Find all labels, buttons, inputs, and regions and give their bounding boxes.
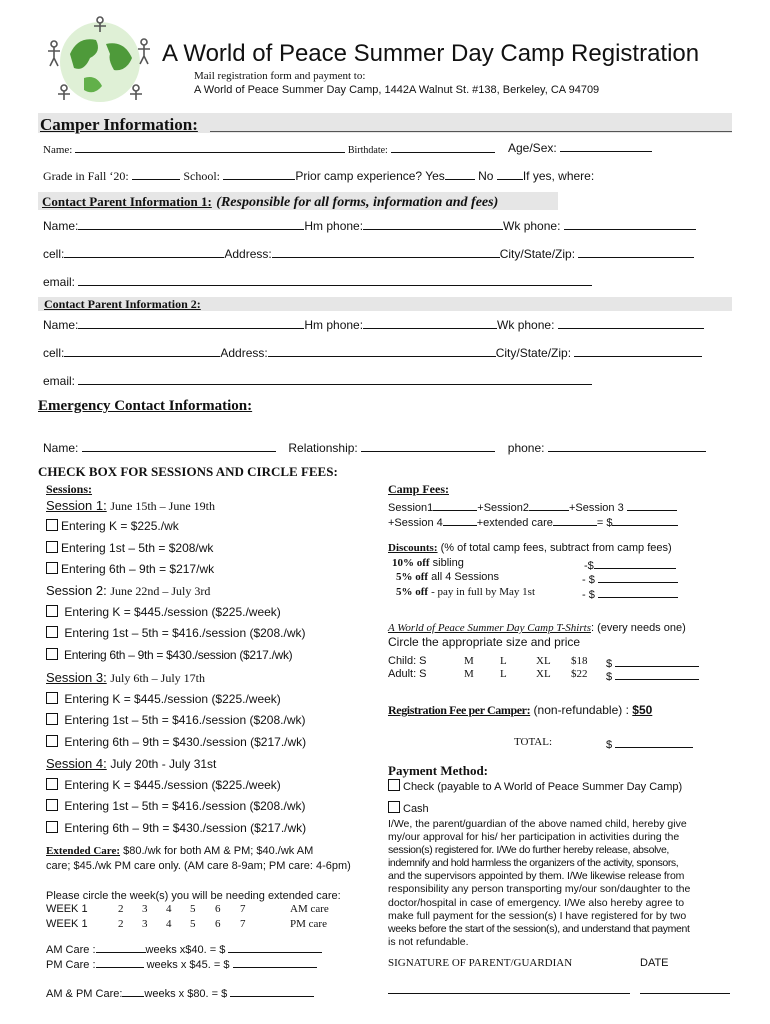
fees-session3-label: +Session 3 xyxy=(568,502,624,514)
tshirts-title: A World of Peace Summer Day Camp T-Shirts xyxy=(388,622,591,634)
pm-weeks-field[interactable] xyxy=(96,956,144,968)
tshirt-adult-xl[interactable]: XL xyxy=(536,668,551,680)
session4-a-label: Entering 1st – 5th = $416./session ($208./wk) xyxy=(64,799,306,813)
tshirts-circle: Circle the appropriate size and price xyxy=(388,635,581,649)
session1-label: Session 1: xyxy=(46,498,107,513)
tshirt-child-dollar: $ xyxy=(606,658,613,670)
session2-label: Session 2: xyxy=(46,583,107,598)
parent1-wk-label: Wk phone: xyxy=(503,219,561,233)
registration-fee-row xyxy=(388,703,652,718)
registration-fee-amount: $50 xyxy=(632,703,653,717)
parent1-email-label: email: xyxy=(43,275,76,289)
camp-fees-heading: Camp Fees: xyxy=(388,482,449,496)
ampm-care-row xyxy=(46,985,314,1000)
discount-payfull-amount xyxy=(582,586,678,601)
week-label-am: WEEK 1 xyxy=(46,903,88,915)
week-num-5p[interactable]: 5 xyxy=(190,918,196,930)
discount-payfull xyxy=(396,586,535,598)
parent1-email-field[interactable] xyxy=(78,274,592,286)
parent2-heading: Contact Parent Information 2: xyxy=(44,297,201,311)
session1-title xyxy=(46,498,215,514)
parent2-name-label: Name: xyxy=(43,318,79,332)
total-field[interactable] xyxy=(615,736,693,748)
discount-sibling-amount xyxy=(584,557,676,572)
emergency-heading: Emergency Contact Information: xyxy=(38,398,253,414)
date-field[interactable] xyxy=(640,993,730,994)
session1-k xyxy=(46,519,179,533)
emergency-name-field[interactable] xyxy=(82,440,276,452)
week-num-2a[interactable]: 2 xyxy=(118,903,124,915)
session4-label: Session 4: xyxy=(46,756,107,771)
week-num-4p[interactable]: 4 xyxy=(166,918,172,930)
ampm-weeks-field[interactable] xyxy=(122,985,144,997)
session4-a xyxy=(46,799,306,813)
waiver-line: my/our approval for his/ her participation in activities during the xyxy=(388,831,680,844)
session2-k-checkbox[interactable] xyxy=(46,605,58,617)
session1-k-checkbox[interactable] xyxy=(46,519,58,531)
waiver-line: and the supervisors appointed by them. I/We likewise release from xyxy=(388,870,685,883)
parent2-address-field[interactable] xyxy=(268,345,496,357)
mail-address: A World of Peace Summer Day Camp, 1442A Walnut St. #138, Berkeley, CA 94709 xyxy=(194,84,600,96)
week-num-5a[interactable]: 5 xyxy=(190,903,196,915)
week-num-6a[interactable]: 6 xyxy=(215,903,221,915)
session3-b-label: Entering 6th – 9th = $430./session ($217./wk) xyxy=(64,735,307,749)
fees-session1-field[interactable] xyxy=(433,499,477,511)
emergency-relationship-label: Relationship: xyxy=(288,441,358,455)
camper-name-label: Name: xyxy=(43,144,73,156)
grade-field[interactable] xyxy=(132,168,180,180)
tshirt-child-price[interactable]: $18 xyxy=(571,655,588,667)
payment-check-checkbox[interactable] xyxy=(388,779,400,791)
tshirt-adult-price[interactable]: $22 xyxy=(571,668,588,680)
session4-title xyxy=(46,756,216,771)
prior-no-field[interactable] xyxy=(497,168,523,180)
check-heading: CHECK BOX FOR SESSIONS AND CIRCLE FEES: xyxy=(38,464,338,479)
age-sex-row xyxy=(508,140,652,155)
session1-b-checkbox[interactable] xyxy=(46,562,58,574)
pm-care-rate: weeks x $45. = $ xyxy=(146,959,230,971)
discounts-label: Discounts: xyxy=(388,542,438,554)
signature-label: SIGNATURE OF PARENT/GUARDIAN xyxy=(388,957,573,969)
week-num-6p[interactable]: 6 xyxy=(215,918,221,930)
total-label: TOTAL: xyxy=(514,736,553,748)
week-row-am xyxy=(46,903,88,915)
parent1-cell-label: cell: xyxy=(43,247,65,261)
session4-b xyxy=(46,821,306,835)
pm-total-field[interactable] xyxy=(233,956,317,968)
pm-care-line-label: PM Care : xyxy=(46,959,96,971)
parent2-wk-label: Wk phone: xyxy=(497,318,555,332)
session1-a-checkbox[interactable] xyxy=(46,541,58,553)
payment-check-label: Check (payable to A World of Peace Summer Day Camp) xyxy=(403,781,683,793)
total-row xyxy=(606,736,693,751)
parent2-hm-label: Hm phone: xyxy=(304,318,364,332)
tshirt-adult-l[interactable]: L xyxy=(500,668,507,680)
session4-k-checkbox[interactable] xyxy=(46,778,58,790)
discount-all4-amount xyxy=(582,571,678,586)
emergency-phone-label: phone: xyxy=(507,441,545,455)
prior-no-label: No xyxy=(478,169,494,183)
camp-logo xyxy=(40,14,160,106)
extended-label: Extended Care: xyxy=(46,845,121,857)
discount-sibling-pct: 10% off xyxy=(392,557,430,569)
payment-heading: Payment Method: xyxy=(388,763,489,778)
camper-name-field[interactable] xyxy=(75,141,345,153)
week-num-7a[interactable]: 7 xyxy=(240,903,246,915)
parent1-cell-field[interactable] xyxy=(64,246,224,258)
ampm-care-rate: weeks x $80. = $ xyxy=(144,988,228,1000)
fees-line2 xyxy=(388,514,678,529)
parent1-row1 xyxy=(43,218,696,233)
session4-dates: July 20th - July 31st xyxy=(110,757,217,771)
waiver-line: make full payment for the session(s) I have registered for by two xyxy=(388,909,687,922)
camper-name-row xyxy=(43,141,495,156)
session3-dates: July 6th – July 17th xyxy=(110,671,206,685)
week-num-2p[interactable]: 2 xyxy=(118,918,124,930)
extended-circle: Please circle the week(s) you will be needing extended care: xyxy=(46,890,341,902)
tshirts-row xyxy=(388,622,686,634)
parent2-row3 xyxy=(43,373,592,388)
payment-cash-checkbox[interactable] xyxy=(388,801,400,813)
tshirt-child-label: Child: S xyxy=(388,655,427,667)
session3-label: Session 3: xyxy=(46,670,107,685)
tshirt-child-m[interactable]: M xyxy=(464,655,474,667)
prior-camp-label: Prior camp experience? Yes xyxy=(295,169,445,183)
waiver-text xyxy=(388,818,690,949)
discount-all4 xyxy=(396,571,499,583)
tshirts-note: : (every needs one) xyxy=(590,622,686,634)
camper-heading-rule xyxy=(210,131,732,132)
am-total-field[interactable] xyxy=(228,941,322,953)
registration-fee-label: Registration Fee per Camper: xyxy=(388,703,531,717)
parent1-heading-note: (Responsible for all forms, information and fees) xyxy=(216,195,499,210)
tshirt-child-field[interactable] xyxy=(615,655,699,667)
discount-payfull-pct: 5% off xyxy=(396,586,429,598)
parent1-city-label: City/State/Zip: xyxy=(499,247,576,261)
waiver-line: indemnify and hold harmless the organizers of the activity, sponsors, xyxy=(388,857,679,870)
ampm-care-line-label: AM & PM Care: xyxy=(46,988,123,1000)
fees-extended-field[interactable] xyxy=(553,514,597,526)
school-label: School: xyxy=(183,169,221,183)
session2-title xyxy=(46,583,210,599)
sessions-label: Sessions: xyxy=(46,482,93,496)
parent2-name-field[interactable] xyxy=(78,317,304,329)
discount-sibling-dollar: -$ xyxy=(584,560,594,572)
discount-payfull-dollar: - $ xyxy=(582,589,595,601)
waiver-line: doctor/hospital in case of emergency. I/We also hereby agree to xyxy=(388,896,685,909)
grade-label: Grade in Fall ‘20: xyxy=(43,169,129,183)
parent2-row2 xyxy=(43,345,702,360)
if-yes-label: If yes, where: xyxy=(522,169,595,183)
week-label-pm: WEEK 1 xyxy=(46,918,88,930)
session3-a-label: Entering 1st – 5th = $416./session ($208./wk) xyxy=(64,713,306,727)
emergency-name-label: Name: xyxy=(43,441,79,455)
payment-cash-option xyxy=(388,801,429,815)
session2-b-label: Entering 6th – 9th = $430./session ($217./wk) xyxy=(64,648,293,662)
tshirt-child-l[interactable]: L xyxy=(500,655,507,667)
page-title: A World of Peace Summer Day Camp Registration xyxy=(162,40,700,67)
session3-b-checkbox[interactable] xyxy=(46,735,58,747)
session2-k-label: Entering K = $445./session ($225./week) xyxy=(64,605,281,619)
pm-care-row xyxy=(46,956,317,971)
session3-a-checkbox[interactable] xyxy=(46,713,58,725)
tshirt-child-xl[interactable]: XL xyxy=(536,655,551,667)
camper-birthdate-label: Birthdate: xyxy=(347,145,388,156)
session1-b xyxy=(46,562,214,576)
tshirt-adult-m[interactable]: M xyxy=(464,668,474,680)
session4-k-label: Entering K = $445./session ($225./week) xyxy=(64,778,281,792)
session3-k xyxy=(46,692,281,706)
parent1-wk-field[interactable] xyxy=(564,218,696,230)
week-num-7p[interactable]: 7 xyxy=(240,918,246,930)
parent1-name-label: Name: xyxy=(43,219,79,233)
session1-b-label: Entering 6th – 9th = $217/wk xyxy=(61,562,215,576)
session4-b-checkbox[interactable] xyxy=(46,821,58,833)
tshirt-adult-field[interactable] xyxy=(615,668,699,680)
emergency-phone-field[interactable] xyxy=(548,440,706,452)
date-label: DATE xyxy=(640,957,669,969)
parent1-name-field[interactable] xyxy=(78,218,304,230)
tshirt-adult-dollar: $ xyxy=(606,671,613,683)
fees-session2-label: +Session2 xyxy=(477,502,529,514)
parent2-wk-field[interactable] xyxy=(558,317,704,329)
session3-title xyxy=(46,670,205,686)
parent1-row2 xyxy=(43,246,694,261)
parent1-city-field[interactable] xyxy=(578,246,694,258)
waiver-line: I/We, the parent/guardian of the above named child, hereby give xyxy=(388,818,687,830)
am-care-rate: weeks x$40. = $ xyxy=(145,944,226,956)
session1-dates: June 15th – June 19th xyxy=(110,499,215,513)
ampm-total-field[interactable] xyxy=(230,985,314,997)
fees-sum-field[interactable] xyxy=(612,514,678,526)
session4-b-label: Entering 6th – 9th = $430./session ($217./wk) xyxy=(64,821,307,835)
fees-line1 xyxy=(388,499,677,514)
session4-a-checkbox[interactable] xyxy=(46,799,58,811)
discount-all4-label: all 4 Sessions xyxy=(431,571,500,583)
parent2-row1 xyxy=(43,317,704,332)
registration-fee-note: (non-refundable) : xyxy=(533,703,629,717)
discount-sibling-field[interactable] xyxy=(594,557,676,569)
fees-session4-field[interactable] xyxy=(443,514,477,526)
emergency-row xyxy=(43,440,706,455)
waiver-line: responsibility any person transporting my/our son/daughter to the xyxy=(388,883,691,896)
am-weeks-field[interactable] xyxy=(96,941,146,953)
camper-heading: Camper Information: xyxy=(40,115,198,134)
parent1-heading-label: Contact Parent Information 1: xyxy=(42,194,212,209)
parent2-address-label: Address: xyxy=(220,346,268,360)
session2-a-checkbox[interactable] xyxy=(46,626,58,638)
prior-yes-field[interactable] xyxy=(445,168,475,180)
tshirt-adult-label: Adult: S xyxy=(388,668,427,680)
waiver-line: weeks before the start of the session(s), and understand that payment xyxy=(388,922,690,935)
discount-all4-field[interactable] xyxy=(598,571,678,583)
session2-b xyxy=(46,648,292,662)
parent1-hm-field[interactable] xyxy=(363,218,503,230)
week-row-pm xyxy=(46,918,88,930)
am-care-line-label: AM Care : xyxy=(46,944,96,956)
waiver-line: session(s) registered for. I/We do further hereby release, absolve, xyxy=(388,844,670,857)
fees-session4-label: +Session 4 xyxy=(388,517,443,529)
discount-payfull-field[interactable] xyxy=(598,586,678,598)
school-field[interactable] xyxy=(223,168,295,180)
signature-field[interactable] xyxy=(388,993,630,994)
am-care-row xyxy=(46,941,322,956)
discount-sibling xyxy=(392,557,464,569)
session3-a xyxy=(46,713,306,727)
week-num-3p[interactable]: 3 xyxy=(142,918,148,930)
mail-label: Mail registration form and payment to: xyxy=(194,70,366,82)
parent1-address-field[interactable] xyxy=(272,246,500,258)
session1-a xyxy=(46,541,213,555)
extended-line1 xyxy=(46,845,313,857)
session3-k-label: Entering K = $445./session ($225./week) xyxy=(64,692,281,706)
emergency-relationship-field[interactable] xyxy=(361,440,495,452)
waiver-line: is not refundable. xyxy=(388,935,469,948)
session4-k xyxy=(46,778,281,792)
parent2-city-label: City/State/Zip: xyxy=(495,346,572,360)
fees-session3-field[interactable] xyxy=(627,499,677,511)
parent1-heading xyxy=(42,193,498,211)
week-num-4a[interactable]: 4 xyxy=(166,903,172,915)
session1-k-label: Entering K = $225./wk xyxy=(61,519,179,533)
birthdate-field[interactable] xyxy=(391,141,495,153)
session2-k xyxy=(46,605,281,619)
tshirt-adult-total xyxy=(606,668,699,683)
total-dollar: $ xyxy=(606,739,613,751)
session1-a-label: Entering 1st – 5th = $208/wk xyxy=(61,541,214,555)
parent1-address-label: Address: xyxy=(224,247,272,261)
fees-extended-label: +extended care xyxy=(476,517,553,529)
fees-session2-field[interactable] xyxy=(529,499,569,511)
discount-sibling-label: sibling xyxy=(432,557,464,569)
payment-cash-label: Cash xyxy=(403,803,429,815)
extended-line2: care; $45./wk PM care only. (AM care 8-9am; PM care: 4-6pm) xyxy=(46,860,351,872)
discounts-desc: (% of total camp fees, subtract from camp fees) xyxy=(440,542,672,554)
week-num-3a[interactable]: 3 xyxy=(142,903,148,915)
discount-all4-dollar: - $ xyxy=(582,574,595,586)
pm-care-label: PM care xyxy=(290,918,327,930)
parent2-email-label: email: xyxy=(43,374,76,388)
discounts-row xyxy=(388,542,672,554)
am-care-label: AM care xyxy=(290,903,329,915)
extended-line1-text: $80./wk for both AM & PM; $40./wk AM xyxy=(123,845,314,857)
parent1-hm-label: Hm phone: xyxy=(304,219,364,233)
parent2-city-field[interactable] xyxy=(574,345,702,357)
camper-grade-row xyxy=(43,168,594,184)
discount-payfull-label: - pay in full by May 1st xyxy=(431,586,536,598)
fees-sum-label: = $ xyxy=(596,517,613,529)
session2-a-label: Entering 1st – 5th = $416./session ($208./wk) xyxy=(64,626,306,640)
parent2-email-field[interactable] xyxy=(78,373,592,385)
session3-b xyxy=(46,735,306,749)
parent1-row3 xyxy=(43,274,592,289)
session2-dates: June 22nd – July 3rd xyxy=(110,584,211,598)
fees-session1-label: Session1 xyxy=(388,502,434,514)
session3-k-checkbox[interactable] xyxy=(46,692,58,704)
session2-a xyxy=(46,626,306,640)
session2-b-checkbox[interactable] xyxy=(46,648,58,660)
discount-all4-pct: 5% off xyxy=(396,571,429,583)
parent2-cell-field[interactable] xyxy=(64,345,220,357)
parent2-cell-label: cell: xyxy=(43,346,65,360)
age-sex-label: Age/Sex: xyxy=(508,141,557,155)
parent2-hm-field[interactable] xyxy=(363,317,497,329)
age-sex-field[interactable] xyxy=(560,140,652,152)
payment-check-option xyxy=(388,779,682,793)
